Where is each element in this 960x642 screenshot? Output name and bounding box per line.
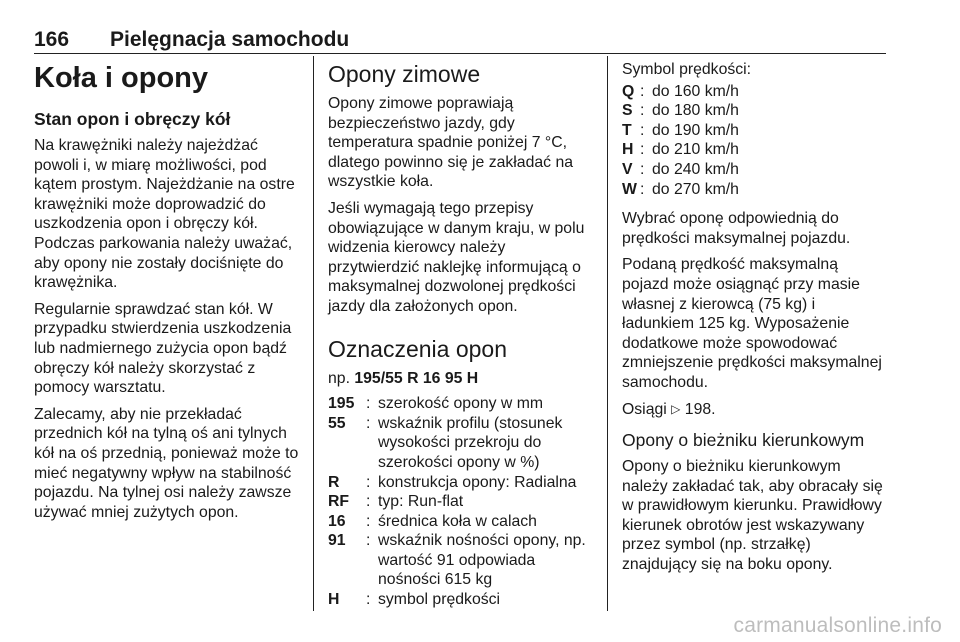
speed-limit: do 240 km/h <box>652 160 739 178</box>
arrow-right-icon: ▷ <box>671 401 681 416</box>
paragraph: Podaną prędkość maksymalną pojazd może osiągnąć przy masie własnej z kierowcą (75 kg) i ładunkiem 125 kg. Wyposażenie dodatkowe może spowodować zmniejszenie prędkości maksymalnej samochodu. <box>622 256 882 391</box>
speed-code: S <box>622 102 633 120</box>
designation-example <box>328 369 594 389</box>
code-term: 195 <box>328 395 355 413</box>
reference-page[interactable]: 198. <box>684 400 716 418</box>
speed-symbol-title: Symbol prędkości: <box>622 61 752 78</box>
speed-limit: do 210 km/h <box>652 141 739 159</box>
paragraph: Opony o bieżniku kierunkowym należy zakładać tak, aby obracały się w prawidłowym kierunku. Prawidłowy kierunek obrotów jest wskazywany przez symbol (np. strzałkę) znajdujący się na boku opony. <box>622 458 883 574</box>
code-term: H <box>328 591 340 609</box>
separator: : <box>366 414 371 432</box>
page-number: 166 <box>34 28 70 51</box>
separator: : <box>640 82 645 100</box>
code-term: 55 <box>328 414 346 432</box>
speed-code: Q <box>622 82 635 100</box>
separator: : <box>366 591 371 609</box>
column-middle <box>328 60 594 610</box>
separator: : <box>640 141 645 159</box>
example-prefix: np. <box>328 369 350 387</box>
separator: : <box>366 493 371 511</box>
reference-label: Osiągi <box>622 400 667 418</box>
code-description: typ: Run-flat <box>378 493 464 511</box>
separator: : <box>366 512 371 530</box>
speed-limit: do 190 km/h <box>652 121 739 139</box>
code-term: 91 <box>328 532 346 550</box>
separator: : <box>640 180 645 198</box>
code-term: RF <box>328 493 350 511</box>
page-header <box>34 28 886 54</box>
speed-limit: do 270 km/h <box>652 180 739 198</box>
section-heading-wheels-tyres: Koła i opony <box>34 62 208 94</box>
paragraph: Zalecamy, aby nie przekładać przednich kół na tylną oś ani tylnych kół na oś przednią, ponieważ może to mieć negatywny wpływ na stabilność pojazdu. Na tylnej osi należy zawsze używać mniej zużytych opon. <box>34 405 299 521</box>
separator: : <box>366 532 371 550</box>
running-title: Pielęgnacja samochodu <box>110 28 350 51</box>
paragraph: Opony zimowe poprawiają bezpieczeństwo jazdy, gdy temperatura spadnie poniżej 7 °C, dlatego powinno się je zakładać na wszystkie koła. <box>328 95 574 191</box>
separator: : <box>640 102 645 120</box>
speed-limit: do 180 km/h <box>652 102 739 120</box>
speed-code: T <box>622 121 632 139</box>
separator: : <box>640 121 645 139</box>
speed-symbol-list <box>622 82 888 200</box>
column-divider-1 <box>313 56 314 611</box>
separator: : <box>366 395 371 413</box>
section-heading-winter-tyres: Opony zimowe <box>328 61 481 87</box>
speed-code: V <box>622 160 633 178</box>
speed-code: W <box>622 180 637 198</box>
paragraph: Na krawężniki należy najeżdżać powoli i, w miarę możliwości, pod kątem prostym. Najeżdżanie na ostre krawężniki może doprowadzić do uszkodzenia opon i obręczy kół. Podczas parkowania należy uważać, aby opony nie zostały dociśnięte do krawężnika. <box>34 137 295 292</box>
section-heading-tyre-designations: Oznaczenia opon <box>328 335 508 362</box>
code-description: wskaźnik profilu (stosunek wysokości przekroju do szerokości opony w %) <box>378 414 563 471</box>
paragraph: Regularnie sprawdzać stan kół. W przypadku stwierdzenia uszkodzenia lub nadmiernego zużycia opon bądź obręczy kół należy skorzystać z pomocy warsztatu. <box>34 300 292 397</box>
example-code: 195/55 R 16 95 H <box>354 369 479 387</box>
watermark: carmanualsonline.info <box>733 614 942 637</box>
code-term: R <box>328 473 340 491</box>
cross-reference[interactable] <box>622 400 888 420</box>
separator: : <box>640 160 645 178</box>
code-term: 16 <box>328 512 346 530</box>
column-right <box>622 60 888 582</box>
speed-limit: do 160 km/h <box>652 82 739 100</box>
header-rule <box>34 53 886 54</box>
code-description: średnica koła w calach <box>378 512 537 530</box>
subheading-tyre-condition: Stan opon i obręczy kół <box>34 109 231 129</box>
separator: : <box>366 473 371 491</box>
paragraph: Jeśli wymagają tego przepisy obowiązujące w danym kraju, w polu widzenia kierowcy należy przytwierdzić naklejkę informującą o maksymalnej dozwolonej prędkości jazdy dla założonych opon. <box>328 199 585 315</box>
section-heading-directional-tyres: Opony o bieżniku kierunkowym <box>622 430 865 451</box>
paragraph: Wybrać oponę odpowiednią do prędkości maksymalnej pojazdu. <box>622 210 851 247</box>
code-description: wskaźnik nośności opony, np. wartość 91 odpowiada nośności 615 kg <box>378 532 586 589</box>
code-description: szerokość opony w mm <box>378 395 544 413</box>
column-divider-2 <box>607 56 608 611</box>
code-description: symbol prędkości <box>378 591 501 609</box>
speed-code: H <box>622 141 634 159</box>
designation-list <box>328 394 594 610</box>
code-description: konstrukcja opony: Radialna <box>378 473 577 491</box>
column-left <box>34 60 300 529</box>
